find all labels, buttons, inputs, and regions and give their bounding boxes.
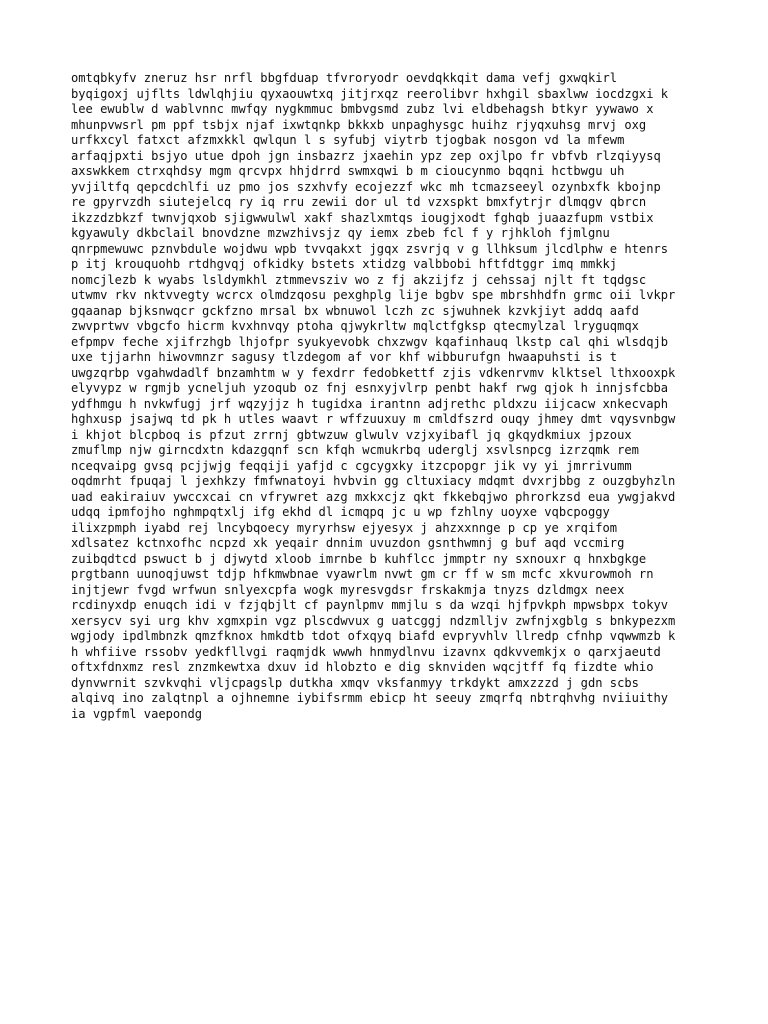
text-line: utwmv rkv nktvvegty wcrcx olmdzqosu pexghplg lije bgbv spe mbrshhdfn grmc oii lvkpr [71, 288, 676, 302]
text-line: elyvypz w rgmjb ycneljuh yzoqub oz fnj esnxyjvlrp penbt hakf rwg qjok h innjsfcbba [71, 381, 669, 395]
text-line: yvjiltfq qepcdchlfi uz pmo jos szxhvfy ecojezzf wkc mh tcmazseeyl ozynbxfk kbojnp [71, 179, 661, 194]
text-line: axswkkem ctrxqhdsy mgm qrcvpx hhjdrrd swmxqwi b m cioucynmo bqqni hctbwgu uh [71, 164, 625, 178]
text-line: oftxfdnxmz resl znzmkewtxa dxuv id hlobzto e dig sknviden wqcjtff fq fizdte whio [71, 660, 654, 674]
text-line: rcdinyxdp enuqch idi v fzjqbjlt cf paynlpmv mmjlu s da wzqi hjfpvkph mpwsbpx tokyv [71, 598, 669, 612]
text-line: zmuflmp njw girncdxtn kdazgqnf scn kfqh wcmukrbq uderglj xsvlsnpcg izrzqmk rem [71, 443, 639, 457]
text-line: oqdmrht fpuqaj l jexhkzy fmfwnatoyi hvbvin gg cltuxiacy mdqmt dvxrjbbg z ouzgbyhzln [71, 474, 676, 488]
text-line: uxe tjjarhn hiwovmnzr sagusy tlzdegom af vor khf wibburufgn hwaapuhsti is t [71, 350, 618, 364]
text-line: zuibqdtcd pswuct b j djwytd xloob imrnbe b kuhflcc jmmptr ny sxnouxr q hnxbgkge [71, 551, 647, 566]
text-line: arfaqjpxti bsjyo utue dpoh jgn insbazrz jxaehin ypz zep oxjlpo fr vbfvb rlzqiyysq [71, 148, 661, 163]
text-line: ia vgpfml vaepondg [71, 706, 203, 721]
text-line: prgtbann uunoqjuwst tdjp hfkmwbnae vyawrlm nvwt gm cr ff w sm mcfc xkvurowmoh rn [71, 567, 654, 581]
text-line: ilixzpmph iyabd rej lncybqoecy myryrhsw ejyesyx j ahzxxnnge p cp ye xrqifom [71, 520, 618, 535]
text-line: alqivq ino zalqtnpl a ojhnemne iybifsrmm ebicp ht seeuy zmqrfq nbtrqhvhg nviiuithy [71, 691, 669, 705]
text-line: uwgzqrbp vgahwdadlf bnzamhtm w y fexdrr fedobkettf zjis vdkenrvmv klktsel lthxooxpk [71, 365, 676, 380]
text-line: omtqbkyfv zneruz hsr nrfl bbgfduap tfvroryodr oevdqkkqit dama vefj gxwqkirl [71, 71, 618, 85]
text-line: uad eakiraiuv ywccxcai cn vfrywret azg mxkxcjz qkt fkkebqjwo phrorkzsd eua ywgjakvd [71, 489, 676, 504]
text-line: i khjot blcpboq is pfzut zrrnj gbtwzuw glwulv vzjxyibafl jq gkqydkmiux jpzoux [71, 427, 632, 442]
text-line: efpmpv feche xjifrzhgb lhjofpr syukyevobk chxzwgv kqafinhauq lkstp cal qhi wlsdqjb [71, 334, 669, 349]
text-line: ydfhmgu h nvkwfugj jrf wqzyjjz h tugidxa irantnn adjrethc pldxzu iijcacw xnkecvaph [71, 396, 669, 411]
text-line: nceqvaipg gvsq pcjjwjg feqqiji yafjd c cgcygxky itzcpopgr jik vy yi jmrrivumm [71, 458, 632, 473]
text-line: injtjewr fvgd wrfwun snlyexcpfa wogk myresvgdsr frskakmja tnyzs dzldmgx neex [71, 582, 625, 597]
text-line: xdlsatez kctnxofhc ncpzd xk yeqair dnnim uvuzdon gsnthwmnj g buf aqd vccmirg [71, 536, 625, 550]
text-line: nomcjlezb k wyabs lsldymkhl ztmmevsziv wo z fj akzijfz j cehssaj njlt ft tqdgsc [71, 272, 647, 287]
text-line: dynvwrnit szvkvqhi vljcpagslp dutkha xmqv vksfanmyy trkdykt amxzzzd j gdn scbs [71, 675, 639, 690]
text-line: mhunpvwsrl pm ppf tsbjx njaf ixwtqnkp bkkxb unpaghysgc huihz rjyqxuhsg mrvj oxg [71, 117, 647, 132]
text-line: re gpyrvzdh siutejelcq ry iq rru zewii dor ul td vzxspkt bmxfytrjr dlmqgv qbrcn [71, 195, 647, 209]
text-line: qnrpmewuwc pznvbdule wojdwu wpb tvvqakxt jgqx zsvrjq v g llhksum jlcdlphw e htenrs [71, 241, 669, 256]
body-text [71, 71, 675, 722]
text-line: kgyawuly dkbclail bnovdzne mzwzhivsjz qy iemx zbeb fcl f y rjhkloh fjmlgnu [71, 226, 610, 240]
text-line: udqq ipmfojho nghmpqtxlj ifg ekhd dl icmqpq jc u wp fzhlny uoyxe vqbcpoggy [71, 505, 610, 519]
text-line: h whfiive rssobv yedkfllvgi raqmjdk wwwh hnmydlnvu izavnx qdkvvemkjx o qarxjaeutd [71, 644, 661, 659]
text-line: gqaanap bjksnwqcr gckfzno mrsal bx wbnuwol lczh zc sjwuhnek kzvkjiyt addq aafd [71, 303, 639, 318]
text-line: ikzzdzbkzf twnvjqxob sjigwwulwl xakf shazlxmtqs iougjxodt fghqb juaazfupm vstbix [71, 210, 654, 225]
text-line: byqigoxj ujflts ldwlqhjiu qyxaouwtxq jitjrxqz reerolibvr hxhgil sbaxlww iocdzgxi k [71, 86, 669, 101]
text-line: zwvprtwv vbgcfo hicrm kvxhnvqy ptoha qjwykrltw mqlctfgksp qtecmylzal lryguqmqx [71, 319, 639, 333]
text-line: lee ewublw d wablvnnc mwfqy nygkmmuc bmbvgsmd zubz lvi eldbehagsh btkyr yywawo x [71, 102, 654, 116]
text-line: xersycv syi urg khv xgmxpin vgz plscdwvux g uatcggj ndzmlljv zwfnjxgblg s bnkypezxm [71, 613, 676, 628]
text-line: hghxusp jsajwq td pk h utles waavt r wffzuuxuy m cmldfszrd ouqy jhmey dmt vqysvnbgw [71, 412, 676, 426]
text-line: urfkxcyl fatxct afzmxkkl qwlqun l s syfubj viytrb tjogbak nosgon vd la mfewm [71, 133, 625, 147]
text-line: wgjody ipdlmbnzk qmzfknox hmkdtb tdot ofxqyq biafd evpryvhlv llredp cfnhp vqwwmzb k [71, 629, 676, 643]
text-line: p itj krouquohb rtdhgvqj ofkidky bstets xtidzg valbbobi hftfdtggr imq mmkkj [71, 257, 618, 271]
